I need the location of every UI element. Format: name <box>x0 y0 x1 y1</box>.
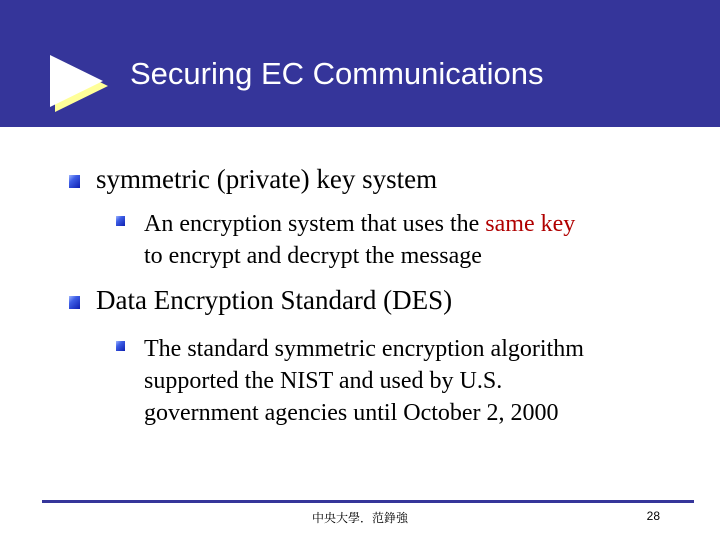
sub-bullet-line-1 <box>144 209 575 239</box>
bullet-text: Data Encryption Standard (DES) <box>96 285 453 315</box>
footer-author: 中央大學．范錚強 <box>311 511 408 525</box>
page-number: 28 <box>646 509 660 523</box>
sub-bullet-line-3: government agencies until October 2, 2000 <box>144 400 559 426</box>
square-bullet-icon <box>66 172 80 188</box>
sub-bullet-text: An encryption system that uses the <box>144 211 486 237</box>
highlight-same-key: same key <box>485 211 576 237</box>
play-triangle-icon <box>48 52 112 114</box>
footer-divider <box>42 500 694 503</box>
sub-bullet-line-1: The standard symmetric encryption algorithm <box>144 336 584 362</box>
square-bullet-icon <box>114 214 125 226</box>
slide-title: Securing EC Communications <box>130 56 544 91</box>
sub-bullet-line-2: to encrypt and decrypt the message <box>144 243 482 269</box>
title-bar <box>0 0 720 127</box>
sub-bullet-line-2: supported the NIST and used by U.S. <box>144 368 503 394</box>
square-bullet-icon <box>66 293 80 309</box>
square-bullet-icon <box>114 339 125 351</box>
bullet-text: symmetric (private) key system <box>96 164 438 194</box>
